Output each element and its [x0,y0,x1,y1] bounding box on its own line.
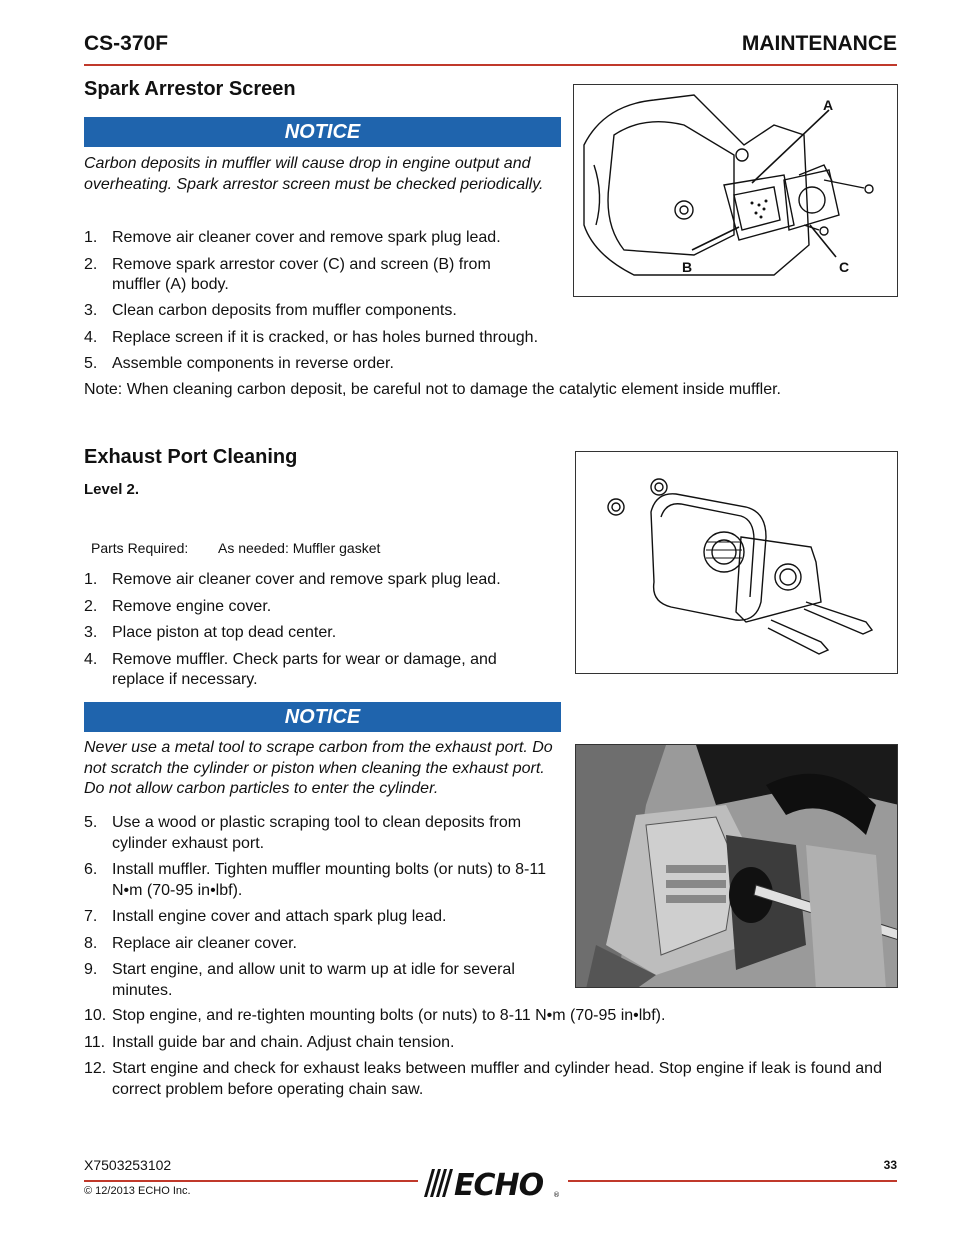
svg-text:®: ® [553,1191,560,1199]
list-item: 1. Remove air cleaner cover and remove spark plug lead. [84,229,501,246]
callout-c: C [839,259,850,275]
model-title: CS-370F [84,32,169,55]
level-label: Level 2. [84,481,140,498]
exhaust-heading: Exhaust Port Cleaning [84,446,298,468]
list-item: 10. Stop engine, and re-tighten mounting bolts (or nuts) to 8-11 N•m (70-95 in•lbf). [84,1007,666,1024]
muffler-diagram-icon [574,85,898,297]
list-item: 5. Use a wood or plastic scraping tool to clean deposits from cylinder exhaust port. [84,814,522,852]
section-title: MAINTENANCE [741,32,897,55]
muffler-figure [573,84,898,297]
list-item: 2. Remove engine cover. [84,597,272,615]
page-number: 33 [883,1158,897,1172]
exhaust-steps-list-2 [84,813,546,1007]
notice-banner: NOTICE [84,117,561,147]
svg-text:ECHO: ECHO [454,1168,544,1201]
exhaust-port-photo [575,744,898,988]
spark-steps-list-2 [84,301,604,381]
echo-logo [418,1163,568,1201]
list-item: 6. Install muffler. Tighten muffler mounting bolts (or nuts) to 8-11 N•m (70-95 in•lbf). [84,861,546,899]
list-item: 12. Start engine and check for exhaust leaks between muffler and cylinder head. Stop engine if leak is found and correct problem before operating chain saw. [84,1060,882,1098]
list-item: 4. Remove muffler. Check parts for wear or damage, and replace if necessary. [84,650,497,688]
notice-banner-2: NOTICE [84,702,561,732]
copyright: © 12/2013 ECHO Inc. [84,1185,191,1197]
spark-arrestor-heading: Spark Arrestor Screen [84,78,296,100]
list-item: 5. Assemble components in reverse order. [84,355,394,372]
list-item: 1. Remove air cleaner cover and remove spark plug lead. [84,571,501,588]
notice-text-2: Never use a metal tool to scrape carbon from the exhaust port. Do not scratch the cylinder or piston when cleaning the exhaust port. Do not allow carbon particles to enter the cylinder. [84,739,553,797]
list-item: 8. Replace air cleaner cover. [84,934,297,952]
muffler-parts-diagram-icon [576,452,898,674]
callout-b: B [682,259,693,275]
exhaust-steps-list [84,570,534,697]
list-item: 3. Place piston at top dead center. [84,624,337,641]
spark-steps-list [84,228,534,302]
list-item: 4. Replace screen if it is cracked, or has holes burned through. [84,328,539,346]
list-item: 2. Remove spark arrestor cover (C) and screen (B) from muffler (A) body. [84,255,491,293]
muffler-parts-figure [575,451,898,674]
exhaust-steps-list-3 [84,1006,896,1106]
callout-a: A [823,97,834,113]
list-item: 7. Install engine cover and attach spark plug lead. [84,908,447,925]
notice-text: Carbon deposits in muffler will cause drop in engine output and overheating. Spark arrestor screen must be checked periodically. [84,155,544,193]
header-rule [84,64,897,66]
list-item: 9. Start engine, and allow unit to warm up at idle for several minutes. [84,961,515,999]
spark-note: Note: When cleaning carbon deposit, be careful not to damage the catalytic element inside muffler. [84,381,781,398]
parts-required-label: Parts Required: [91,540,189,556]
list-item: 3. Clean carbon deposits from muffler components. [84,302,457,319]
exhaust-port-photo-icon [576,745,898,988]
parts-required-value: As needed: Muffler gasket [218,540,381,556]
list-item: 11. Install guide bar and chain. Adjust chain tension. [84,1033,455,1051]
echo-logo-icon [418,1163,568,1201]
document-code: X7503253102 [84,1157,172,1173]
